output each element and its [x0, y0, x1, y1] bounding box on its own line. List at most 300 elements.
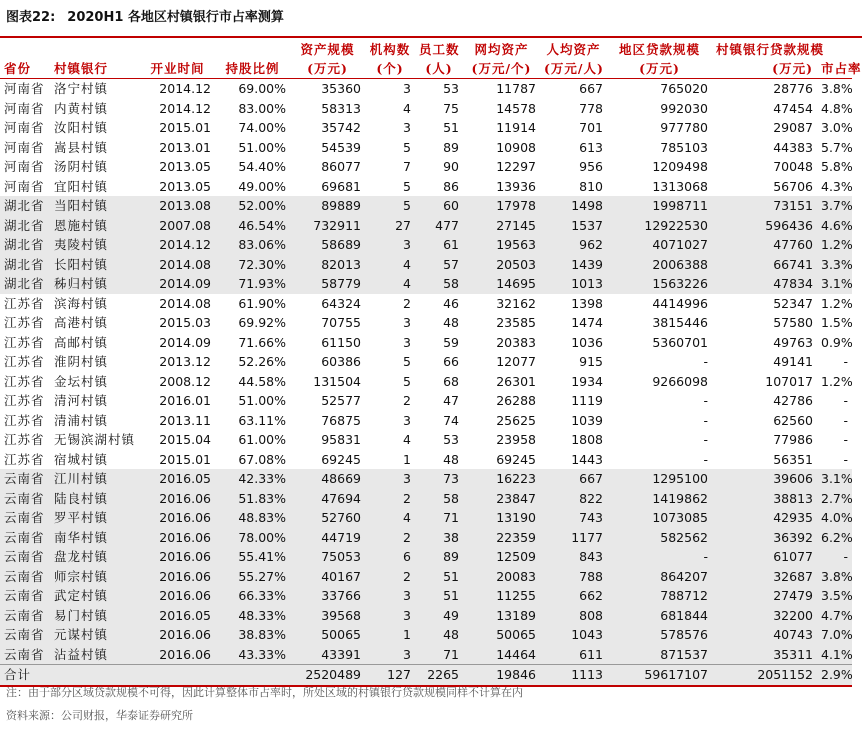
- cell-province: 云南省: [0, 625, 50, 645]
- cell-bank-loans: 70048: [773, 159, 813, 174]
- cell-bank: 汝阳村镇: [54, 120, 109, 135]
- cell-stake: 38.83%: [215, 625, 290, 645]
- cell-staff: 89: [443, 139, 459, 155]
- cell-regional-loans: 992030: [660, 100, 708, 116]
- cell-stake: 55.41%: [215, 547, 290, 567]
- cell-stake: 51.00%: [238, 139, 286, 155]
- cell-regional-loans: 1998711: [607, 196, 712, 216]
- cell-bank: 无锡滨湖村镇: [54, 432, 136, 447]
- cell-assets-per-branch: 20383: [496, 334, 536, 350]
- cell-branches: 2: [365, 489, 415, 509]
- cell-assets-per-branch: 23847: [463, 489, 540, 509]
- cell-regional-loans: 4071027: [607, 235, 712, 255]
- cell-assets-per-staff: 956: [579, 159, 603, 174]
- cell-market-share: 3.3%: [817, 255, 852, 275]
- table-row: [0, 430, 852, 450]
- cell-assets-per-staff: 843: [540, 547, 607, 567]
- header-top-staff: 员工数: [419, 42, 460, 57]
- cell-market-share: -: [843, 451, 848, 467]
- table-row: [0, 313, 852, 333]
- cell-open-date: 2016.06: [140, 528, 215, 548]
- cell-bank-loans: 47454: [773, 100, 813, 116]
- cell-assets-per-staff: 1808: [571, 432, 603, 447]
- cell-regional-loans: 1073085: [607, 508, 712, 528]
- cell-assets-per-branch: 20503: [463, 255, 540, 275]
- cell-bank: 恩施村镇: [50, 216, 140, 236]
- cell-assets-per-staff: 1474: [571, 315, 603, 330]
- cell-regional-loans: 2006388: [607, 255, 712, 275]
- cell-province: 湖北省: [0, 235, 50, 255]
- header-assets-per-branch: (万元/个): [463, 59, 540, 79]
- cell-staff: 86: [443, 178, 459, 194]
- cell-assets: 61150: [321, 334, 361, 350]
- total-staff: 2265: [415, 665, 463, 686]
- cell-stake: 71.66%: [238, 334, 286, 350]
- table-row: [0, 177, 852, 197]
- total-branches: 127: [365, 665, 415, 686]
- header-regional-loans: (万元): [607, 59, 712, 79]
- cell-province: 河南省: [4, 100, 45, 116]
- cell-staff: 71: [415, 508, 463, 528]
- cell-province: 江苏省: [4, 451, 45, 467]
- cell-stake: 78.00%: [215, 528, 290, 548]
- cell-open-date: 2015.04: [159, 432, 211, 447]
- cell-open-date: 2016.05: [140, 469, 215, 489]
- cell-province: 河南省: [4, 139, 45, 155]
- cell-bank: 江川村镇: [50, 469, 140, 489]
- cell-bank-loans: 29087: [773, 120, 813, 135]
- cell-province: 江苏省: [4, 432, 45, 447]
- table-row: [0, 645, 852, 665]
- cell-assets: 44719: [290, 528, 365, 548]
- header-assets-per-staff: (万元/人): [540, 59, 607, 79]
- cell-bank-loans: 38813: [712, 489, 817, 509]
- cell-bank-loans: 49763: [773, 334, 813, 350]
- cell-staff: 48: [443, 451, 459, 467]
- cell-assets-per-branch: 19563: [463, 235, 540, 255]
- cell-assets: 58779: [290, 274, 365, 294]
- cell-assets-per-branch: 12509: [463, 547, 540, 567]
- cell-staff: 58: [415, 489, 463, 509]
- cell-staff: 58: [415, 274, 463, 294]
- header-market-share: 市占率: [817, 59, 852, 79]
- cell-branches: 2: [403, 295, 411, 311]
- cell-market-share: -: [843, 412, 848, 428]
- table-row: [0, 625, 852, 645]
- cell-bank: 清浦村镇: [54, 412, 109, 428]
- cell-branches: 27: [365, 216, 415, 236]
- table-row: [0, 79, 852, 99]
- cell-branches: 5: [403, 373, 411, 389]
- cell-stake: 48.83%: [215, 508, 290, 528]
- total-regional-loans: 59617107: [607, 665, 712, 686]
- cell-bank: 沾益村镇: [50, 645, 140, 665]
- cell-branches: 4: [365, 255, 415, 275]
- cell-staff: 38: [415, 528, 463, 548]
- cell-bank: 嵩县村镇: [54, 139, 109, 155]
- cell-assets-per-branch: 13189: [463, 606, 540, 626]
- cell-market-share: 4.7%: [817, 606, 852, 626]
- cell-assets-per-staff: 808: [540, 606, 607, 626]
- cell-open-date: 2016.05: [140, 606, 215, 626]
- cell-bank-loans: 57580: [773, 315, 813, 330]
- cell-regional-loans: -: [703, 412, 708, 428]
- title-rule: [0, 36, 862, 38]
- cell-bank: 武定村镇: [50, 586, 140, 606]
- cell-market-share: 4.3%: [821, 178, 853, 194]
- cell-branches: 4: [365, 274, 415, 294]
- cell-regional-loans: 578576: [607, 625, 712, 645]
- cell-market-share: -: [843, 393, 848, 408]
- cell-assets-per-staff: 1043: [540, 625, 607, 645]
- cell-branches: 5: [365, 196, 415, 216]
- cell-branches: 3: [403, 81, 411, 96]
- cell-bank-loans: 47760: [712, 235, 817, 255]
- cell-assets-per-staff: 1039: [571, 412, 603, 428]
- cell-branches: 3: [365, 469, 415, 489]
- cell-regional-loans: -: [703, 354, 708, 369]
- cell-market-share: 3.8%: [817, 567, 852, 587]
- cell-bank-loans: 596436: [712, 216, 817, 236]
- cell-assets-per-staff: 743: [540, 508, 607, 528]
- header-top-stake: [215, 40, 290, 59]
- cell-assets-per-branch: 10908: [496, 139, 536, 155]
- cell-assets-per-branch: 50065: [463, 625, 540, 645]
- cell-stake: 72.30%: [215, 255, 290, 275]
- cell-assets-per-branch: 14578: [496, 100, 536, 116]
- cell-staff: 51: [415, 567, 463, 587]
- table-row: [0, 567, 852, 587]
- cell-market-share: 3.0%: [821, 120, 853, 135]
- cell-staff: 59: [443, 334, 459, 350]
- cell-bank: 汤阴村镇: [54, 159, 109, 174]
- total-assets: 2520489: [290, 665, 365, 686]
- figure-label: 图表22:: [6, 10, 56, 25]
- cell-province: 江苏省: [4, 354, 45, 369]
- cell-bank: 师宗村镇: [50, 567, 140, 587]
- cell-branches: 1: [403, 451, 411, 467]
- cell-branches: 3: [365, 235, 415, 255]
- cell-assets-per-branch: 17978: [463, 196, 540, 216]
- cell-province: 江苏省: [4, 334, 45, 350]
- cell-market-share: -: [817, 547, 852, 567]
- cell-assets: 35742: [321, 120, 361, 135]
- cell-province: 云南省: [0, 645, 50, 665]
- source-note: 资料来源：公司财报，华泰证券研究所: [6, 709, 193, 722]
- cell-regional-loans: 582562: [607, 528, 712, 548]
- cell-market-share: 5.7%: [821, 139, 853, 155]
- cell-branches: 6: [365, 547, 415, 567]
- cell-assets-per-staff: 778: [579, 100, 603, 116]
- table-row: [0, 274, 852, 294]
- cell-assets-per-staff: 1934: [571, 373, 603, 389]
- cell-bank: 高邮村镇: [54, 334, 109, 350]
- cell-bank: 洛宁村镇: [54, 81, 109, 96]
- cell-assets: 40167: [290, 567, 365, 587]
- total-assets-per-staff: 1113: [540, 665, 607, 686]
- header-bank-loans: (万元): [712, 59, 817, 79]
- table-row: [0, 606, 852, 626]
- cell-assets-per-branch: 11914: [496, 120, 536, 135]
- cell-assets: 76875: [321, 412, 361, 428]
- cell-open-date: 2015.01: [159, 120, 211, 135]
- table-row: [0, 255, 852, 275]
- figure-title: [6, 6, 284, 30]
- cell-assets-per-branch: 13936: [496, 178, 536, 194]
- table-row: [0, 138, 852, 158]
- cell-bank: 宜阳村镇: [54, 178, 109, 194]
- cell-assets-per-branch: 25625: [496, 412, 536, 428]
- cell-market-share: 4.6%: [817, 216, 852, 236]
- cell-regional-loans: -: [607, 547, 712, 567]
- cell-assets-per-staff: 667: [579, 81, 603, 96]
- cell-bank: 高港村镇: [54, 315, 109, 330]
- cell-assets: 60386: [321, 354, 361, 369]
- cell-open-date: 2014.08: [159, 295, 211, 311]
- cell-assets: 69245: [321, 451, 361, 467]
- cell-open-date: 2013.11: [159, 412, 211, 428]
- cell-open-date: 2016.06: [140, 489, 215, 509]
- cell-bank-loans: 39606: [712, 469, 817, 489]
- cell-staff: 89: [415, 547, 463, 567]
- cell-staff: 71: [415, 645, 463, 665]
- cell-bank-loans: 49141: [773, 354, 813, 369]
- cell-regional-loans: 785103: [660, 139, 708, 155]
- cell-province: 云南省: [0, 528, 50, 548]
- cell-assets-per-branch: 11787: [496, 81, 536, 96]
- cell-bank-loans: 56706: [773, 178, 813, 194]
- cell-regional-loans: 871537: [607, 645, 712, 665]
- cell-assets: 52577: [321, 393, 361, 408]
- table-row: [0, 216, 852, 236]
- table-row: [0, 391, 852, 411]
- cell-province: 云南省: [0, 567, 50, 587]
- cell-open-date: 2014.09: [159, 334, 211, 350]
- cell-staff: 74: [443, 412, 459, 428]
- cell-province: 湖北省: [0, 196, 50, 216]
- header-top-bank: [50, 40, 140, 59]
- cell-regional-loans: 788712: [607, 586, 712, 606]
- cell-assets-per-branch: 26288: [496, 393, 536, 408]
- cell-stake: 52.00%: [215, 196, 290, 216]
- cell-regional-loans: -: [703, 451, 708, 467]
- cell-open-date: 2016.06: [140, 586, 215, 606]
- cell-assets-per-staff: 962: [540, 235, 607, 255]
- cell-branches: 3: [365, 586, 415, 606]
- cell-province: 云南省: [0, 586, 50, 606]
- header-open-date: 开业时间: [140, 59, 215, 79]
- cell-staff: 47: [443, 393, 459, 408]
- cell-province: 河南省: [4, 159, 45, 174]
- header-top-assets: 资产规模: [300, 42, 355, 57]
- cell-open-date: 2014.12: [140, 235, 215, 255]
- cell-staff: 48: [443, 315, 459, 330]
- cell-assets-per-branch: 16223: [463, 469, 540, 489]
- cell-branches: 5: [403, 139, 411, 155]
- cell-stake: 61.90%: [238, 295, 286, 311]
- cell-assets: 732911: [290, 216, 365, 236]
- cell-assets: 58689: [290, 235, 365, 255]
- cell-stake: 55.27%: [215, 567, 290, 587]
- cell-assets-per-branch: 26301: [496, 373, 536, 389]
- cell-assets: 33766: [290, 586, 365, 606]
- cell-assets-per-staff: 1537: [540, 216, 607, 236]
- cell-bank-loans: 61077: [712, 547, 817, 567]
- cell-market-share: 7.0%: [817, 625, 852, 645]
- header-province: 省份: [0, 59, 50, 79]
- cell-province: 河南省: [4, 81, 45, 96]
- cell-bank: 盘龙村镇: [50, 547, 140, 567]
- cell-bank-loans: 40743: [712, 625, 817, 645]
- cell-assets: 86077: [321, 159, 361, 174]
- header-branches: (个): [365, 59, 415, 79]
- cell-stake: 46.54%: [215, 216, 290, 236]
- cell-bank-loans: 44383: [773, 139, 813, 155]
- cell-bank: 内黄村镇: [54, 100, 109, 116]
- cell-staff: 60: [415, 196, 463, 216]
- cell-stake: 71.93%: [215, 274, 290, 294]
- cell-market-share: 3.5%: [817, 586, 852, 606]
- cell-open-date: 2014.09: [140, 274, 215, 294]
- cell-open-date: 2014.08: [140, 255, 215, 275]
- cell-regional-loans: 9266098: [652, 373, 708, 389]
- cell-assets-per-staff: 1119: [571, 393, 603, 408]
- table-row: [0, 547, 852, 567]
- cell-assets-per-staff: 1443: [571, 451, 603, 467]
- cell-stake: 48.33%: [215, 606, 290, 626]
- cell-branches: 3: [365, 645, 415, 665]
- cell-province: 江苏省: [4, 295, 45, 311]
- cell-open-date: 2007.08: [140, 216, 215, 236]
- cell-assets-per-staff: 1439: [540, 255, 607, 275]
- cell-bank: 南华村镇: [50, 528, 140, 548]
- cell-assets-per-staff: 667: [540, 469, 607, 489]
- cell-stake: 69.00%: [238, 81, 286, 96]
- cell-bank-loans: 62560: [773, 412, 813, 428]
- cell-bank: 陆良村镇: [50, 489, 140, 509]
- cell-assets: 35360: [321, 81, 361, 96]
- cell-bank: 罗平村镇: [50, 508, 140, 528]
- cell-bank: 清河村镇: [54, 393, 109, 408]
- cell-assets-per-staff: 1398: [571, 295, 603, 311]
- cell-province: 云南省: [0, 508, 50, 528]
- table-row: [0, 508, 852, 528]
- cell-staff: 61: [415, 235, 463, 255]
- cell-open-date: 2016.06: [140, 625, 215, 645]
- total-open-date: [140, 665, 215, 686]
- cell-assets-per-branch: 13190: [463, 508, 540, 528]
- cell-stake: 42.33%: [215, 469, 290, 489]
- cell-assets-per-staff: 1013: [540, 274, 607, 294]
- cell-open-date: 2014.12: [159, 100, 211, 116]
- cell-open-date: 2013.08: [140, 196, 215, 216]
- data-table: [0, 40, 862, 687]
- header-top-bank-loans: 村镇银行贷款规模: [716, 42, 825, 57]
- table-body: [0, 79, 852, 686]
- cell-bank-loans: 32687: [712, 567, 817, 587]
- cell-assets: 54539: [321, 139, 361, 155]
- cell-staff: 73: [415, 469, 463, 489]
- cell-market-share: 0.9%: [821, 334, 853, 350]
- table-row: [0, 372, 852, 392]
- cell-regional-loans: 4414996: [652, 295, 708, 311]
- table-row: [0, 469, 852, 489]
- cell-assets-per-branch: 69245: [496, 451, 536, 467]
- cell-stake: 74.00%: [238, 120, 286, 135]
- header-staff: (人): [415, 59, 463, 79]
- cell-assets-per-staff: 822: [540, 489, 607, 509]
- cell-province: 江苏省: [4, 412, 45, 428]
- cell-stake: 63.11%: [238, 412, 286, 428]
- header-top-assets-per-branch: 网均资产: [474, 42, 529, 57]
- cell-market-share: 1.2%: [821, 295, 853, 311]
- cell-regional-loans: 977780: [660, 120, 708, 135]
- header-top-branches: 机构数: [369, 42, 411, 57]
- cell-open-date: 2014.12: [159, 81, 211, 96]
- table-row: [0, 411, 852, 431]
- cell-branches: 3: [365, 606, 415, 626]
- cell-assets-per-staff: 1036: [571, 334, 603, 350]
- cell-assets-per-branch: 23585: [496, 315, 536, 330]
- cell-stake: 44.58%: [238, 373, 286, 389]
- cell-open-date: 2013.01: [159, 139, 211, 155]
- cell-assets-per-branch: 12077: [496, 354, 536, 369]
- table-row: [0, 489, 852, 509]
- cell-market-share: 5.8%: [821, 159, 853, 174]
- cell-assets-per-staff: 1177: [540, 528, 607, 548]
- cell-assets-per-staff: 788: [540, 567, 607, 587]
- cell-stake: 51.83%: [215, 489, 290, 509]
- cell-regional-loans: 5360701: [652, 334, 708, 350]
- cell-bank-loans: 66741: [712, 255, 817, 275]
- cell-regional-loans: -: [703, 432, 708, 447]
- total-bank-loans: 2051152: [712, 665, 817, 686]
- cell-branches: 2: [365, 528, 415, 548]
- cell-assets-per-branch: 20083: [463, 567, 540, 587]
- table-row: [0, 99, 852, 119]
- cell-market-share: 3.1%: [817, 469, 852, 489]
- cell-open-date: 2016.06: [140, 645, 215, 665]
- cell-branches: 4: [403, 432, 411, 447]
- cell-staff: 48: [415, 625, 463, 645]
- header-top-regional-loans: 地区贷款规模: [618, 42, 700, 57]
- cell-open-date: 2016.06: [140, 508, 215, 528]
- cell-province: 云南省: [0, 606, 50, 626]
- cell-branches: 5: [403, 178, 411, 194]
- table-row: [0, 157, 852, 177]
- total-market-share: 2.9%: [817, 665, 852, 686]
- cell-assets: 52760: [290, 508, 365, 528]
- table-row: [0, 586, 852, 606]
- cell-assets: 43391: [290, 645, 365, 665]
- cell-open-date: 2015.03: [159, 315, 211, 330]
- header-row-bottom: [0, 59, 852, 79]
- cell-open-date: 2013.05: [159, 159, 211, 174]
- cell-staff: 46: [443, 295, 459, 311]
- cell-branches: 1: [365, 625, 415, 645]
- cell-province: 江苏省: [4, 373, 45, 389]
- table-note: 注：由于部分区域贷款规模不可得，因此计算整体市占率时，所处区域的村镇银行贷款规模同样不计算在内: [6, 686, 523, 699]
- cell-stake: 51.00%: [238, 393, 286, 408]
- cell-staff: 53: [443, 81, 459, 96]
- cell-market-share: 4.0%: [817, 508, 852, 528]
- table-row: [0, 196, 852, 216]
- cell-assets: 39568: [290, 606, 365, 626]
- cell-market-share: 4.8%: [821, 100, 853, 116]
- cell-market-share: 3.8%: [821, 81, 853, 96]
- cell-market-share: -: [843, 354, 848, 369]
- cell-province: 河南省: [4, 178, 45, 194]
